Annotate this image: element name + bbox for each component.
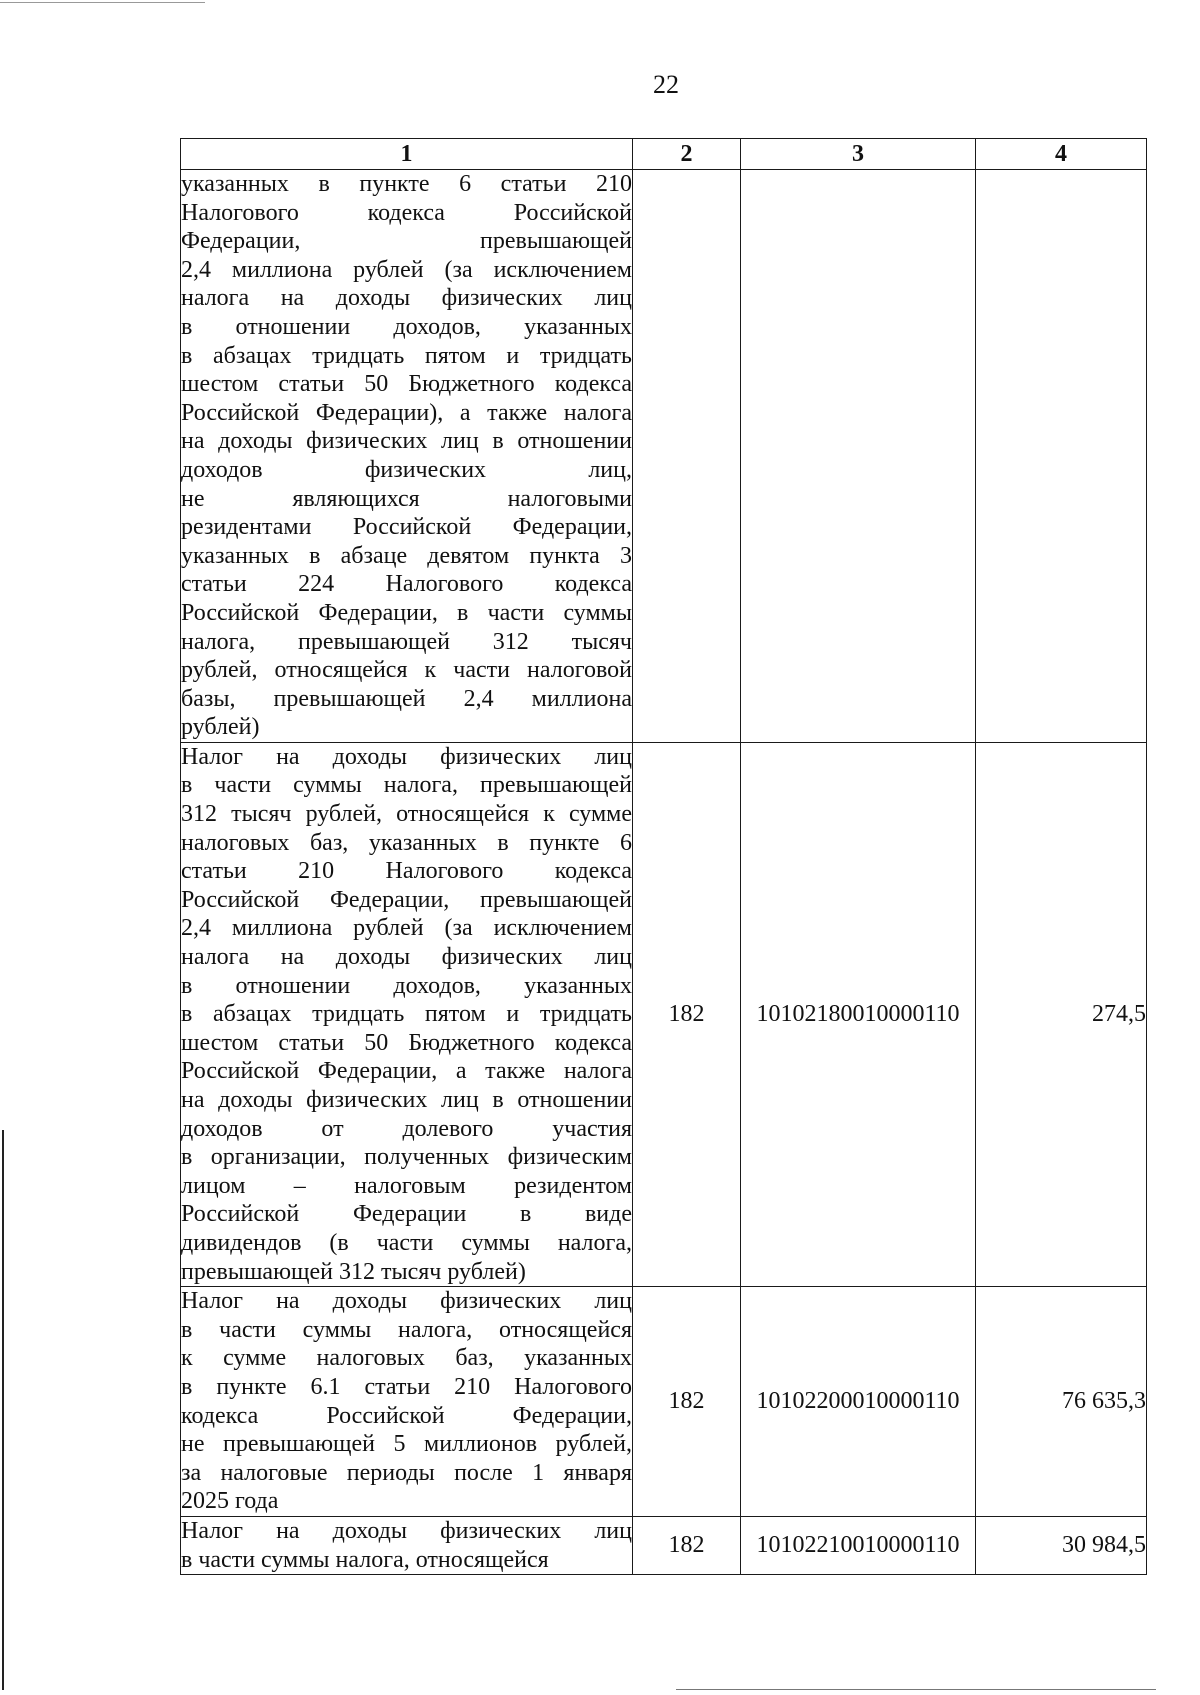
table-row [181,742,1147,1286]
amount-cell: 274,5 [976,742,1147,1286]
description-line: 2,4 миллиона рублей (за исключением [181,256,632,283]
amount-cell [976,170,1147,743]
description-line: Российской Федерации в виде [181,1201,632,1228]
table-header-row [181,139,1147,170]
description-line: доходов от долевого участия [181,1115,632,1142]
scan-edge-line-top [0,2,205,3]
budget-classification-code-cell: 10102210010000110 [741,1516,976,1574]
header-cell-col-3: 3 [741,139,976,170]
budget-revenue-table [180,138,1147,1575]
description-line: Налог на доходы физических лиц [181,743,632,770]
description-line: Российской Федерации, в части суммы [181,599,632,626]
description-line: в части суммы налога, превышающей [181,772,632,799]
description-line: за налоговые периоды после 1 января [181,1459,632,1486]
description-line: указанных в пункте 6 статьи 210 [181,171,632,197]
description-line: шестом статьи 50 Бюджетного кодекса [181,1029,632,1056]
description-line: доходов физических лиц, [181,456,632,483]
description-line: рублей, относящейся к части налоговой [181,657,632,684]
description-line: не превышающей 5 миллионов рублей, [181,1431,632,1458]
description-line: на доходы физических лиц в отношении [181,428,632,455]
description-line: в абзацах тридцать пятом и тридцать [181,342,632,369]
description-line: в части суммы налога, относящейся [181,1546,549,1573]
description-line: базы, превышающей 2,4 миллиона [181,685,632,712]
description-line: статьи 210 Налогового кодекса [181,858,632,885]
description-line: лицом – налоговым резидентом [181,1172,632,1199]
description-line: налога, превышающей 312 тысяч [181,628,632,655]
description-line: к сумме налоговых баз, указанных [181,1345,632,1372]
description-line: кодекса Российской Федерации, [181,1402,632,1429]
description-line: на доходы физических лиц в отношении [181,1087,632,1113]
header-cell-col-4: 4 [976,139,1147,170]
description-line: дивидендов (в части суммы налога, [181,1229,632,1256]
description-line: указанных в абзаце девятом пункта 3 [181,542,632,569]
description-cell [181,1287,633,1517]
table-row [181,1516,1147,1574]
description-line: Налог на доходы физических лиц [181,1517,632,1544]
description-line: налоговых баз, указанных в пункте 6 [181,829,632,856]
budget-classification-code-cell [741,170,976,743]
description-line: статьи 224 Налогового кодекса [181,571,632,598]
description-line: 312 тысяч рублей, относящейся к сумме [181,801,632,828]
description-line: резидентами Российской Федерации, [181,514,632,541]
administrator-code-cell: 182 [633,1516,741,1574]
scan-edge-line-left [2,1130,4,1690]
table-row [181,170,1147,743]
description-line: Федерации, превышающей [181,228,632,255]
amount-cell: 30 984,5 [976,1516,1147,1574]
description-line: Российской Федерации), а также налога [181,399,632,426]
description-line: в части суммы налога, относящейся [181,1316,632,1343]
description-cell [181,742,633,1286]
header-cell-col-1: 1 [181,139,633,170]
description-line: шестом статьи 50 Бюджетного кодекса [181,371,632,398]
description-line: Российской Федерации, а также налога [181,1058,632,1085]
description-line: 2025 года [181,1488,279,1515]
page-number: 22 [653,70,679,99]
scan-edge-line-bottom [676,1689,1156,1690]
header-cell-col-2: 2 [633,139,741,170]
administrator-code-cell [633,170,741,743]
description-line: в отношении доходов, указанных [181,313,632,340]
description-line: 2,4 миллиона рублей (за исключением [181,915,632,942]
description-line: в абзацах тридцать пятом и тридцать [181,1001,632,1028]
description-line: Российской Федерации, превышающей [181,886,632,913]
administrator-code-cell: 182 [633,742,741,1286]
administrator-code-cell: 182 [633,1287,741,1517]
description-line: рублей) [181,714,260,741]
budget-classification-code-cell: 10102200010000110 [741,1287,976,1517]
table-row [181,1287,1147,1517]
description-cell [181,1516,633,1574]
description-cell [181,170,633,743]
description-line: налога на доходы физических лиц [181,944,632,971]
description-line: налога на доходы физических лиц [181,285,632,312]
description-line: Налог на доходы физических лиц [181,1288,632,1315]
description-line: в отношении доходов, указанных [181,972,632,999]
description-line: Налогового кодекса Российской [181,199,632,226]
description-line: превышающей 312 тысяч рублей) [181,1258,526,1285]
description-line: в организации, полученных физическим [181,1144,632,1171]
description-line: не являющихся налоговыми [181,485,632,512]
amount-cell: 76 635,3 [976,1287,1147,1517]
description-line: в пункте 6.1 статьи 210 Налогового [181,1373,632,1400]
budget-classification-code-cell: 10102180010000110 [741,742,976,1286]
